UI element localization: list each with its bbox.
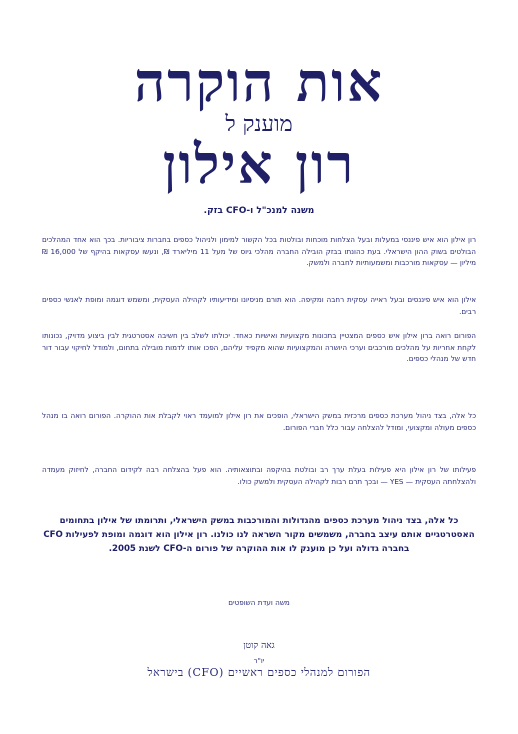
signer-role: יו"ר (253, 657, 265, 665)
certificate-title: אות הוקרה (134, 50, 384, 114)
recipient-name: רון אילון (162, 132, 356, 196)
organization-name: הפורום למנהלי כספים ראשיים (CFO) בישראל (147, 666, 371, 679)
body-paragraph-3: הפורום רואה ברון אילון איש כספים המצטיין בתכונות מקצועיות ואישיות כאחד. יכולתו לשלב בין חשיבה אסטרטגית לבין ביצוע מדויק, נכונותו לקחת אחריות על מהלכים מורכבים וערכי היושרה והמקצועיות שהוא מקפיד עליהם, הפכו אותו לדמות מובילה בתחום, ולמודל לחיקוי עבור דור חדש של מנהלי כספים. (42, 331, 476, 363)
body-paragraph-5: פעילותו של רון אילון היא פעילות בעלת ערך רב ובולטת בהיקפה ובתוצאותיה. הוא פעל בהצלחה רבה לקידום החברה, לחיזוק מעמדה ולהצלחתה העסקית — YES — ובכך תרם רבות לקהילה העסקית ולמשק כולו. (42, 465, 476, 486)
recipient-role: משנה למנכ"ל ו-CFO בזק. (203, 206, 315, 216)
body-paragraph-2: אילון הוא איש פיננסים ובעל ראייה עסקית רחבה ומקיפה. הוא תורם מניסיונו ומידיעותיו לקהילה העסקית, ומשמש דוגמה ומופת לאנשי כספים רבים. (42, 295, 476, 316)
closing-paragraph: כל אלה, בצד ניהול מערכת כספים מהגדולות והמורכבות במשק הישראלי, ותרומתו של אילון בתחומים האסטרטגיים אותם עיצב בחברה, משמשים מקור השראה לנו כולנו. רון אילון הוא דוגמה ומופת לפעילות CFO בחברה גדולה ועל כן מוענק לו אות ההוקרה של פורום ה-CFO לשנת 2005. (43, 516, 475, 554)
body-paragraph-4: כל אלה, בצד ניהול מערכת כספים מרכזית במשק הישראלי, הופכים את רון אילון למועמד ראוי לקבלת אות ההוקרה. הפורום רואה בו מנהל כספים מעולה ומקצועי, ומודל להצלחה עבור כלל חברי הפורום. (42, 411, 476, 432)
certificate-subtitle: מוענק ל (225, 112, 293, 137)
committee-note: משה ועדת השופטים (228, 598, 290, 607)
body-paragraph-1: רון אילון הוא איש פיננסי במעלות ובעל הצלחות מוכחות ובולטות בכל הקשור למימון ולניהול כספים בחברות ציבוריות. בכך הוא אחד המהלכים הבולטים בשוק ההון הישראלי. בעת כהונתו בבזק הובילה החברה מהלכי גיוס של מעל 11 מיליארד ₪, ונעשו עסקאות בהיקף של 16,000 ₪ מיליון — עסקאות מורכבות ומשמעותיות לחברה ולמשק. (42, 235, 476, 267)
signer-name: גאה קוטן (243, 641, 275, 651)
